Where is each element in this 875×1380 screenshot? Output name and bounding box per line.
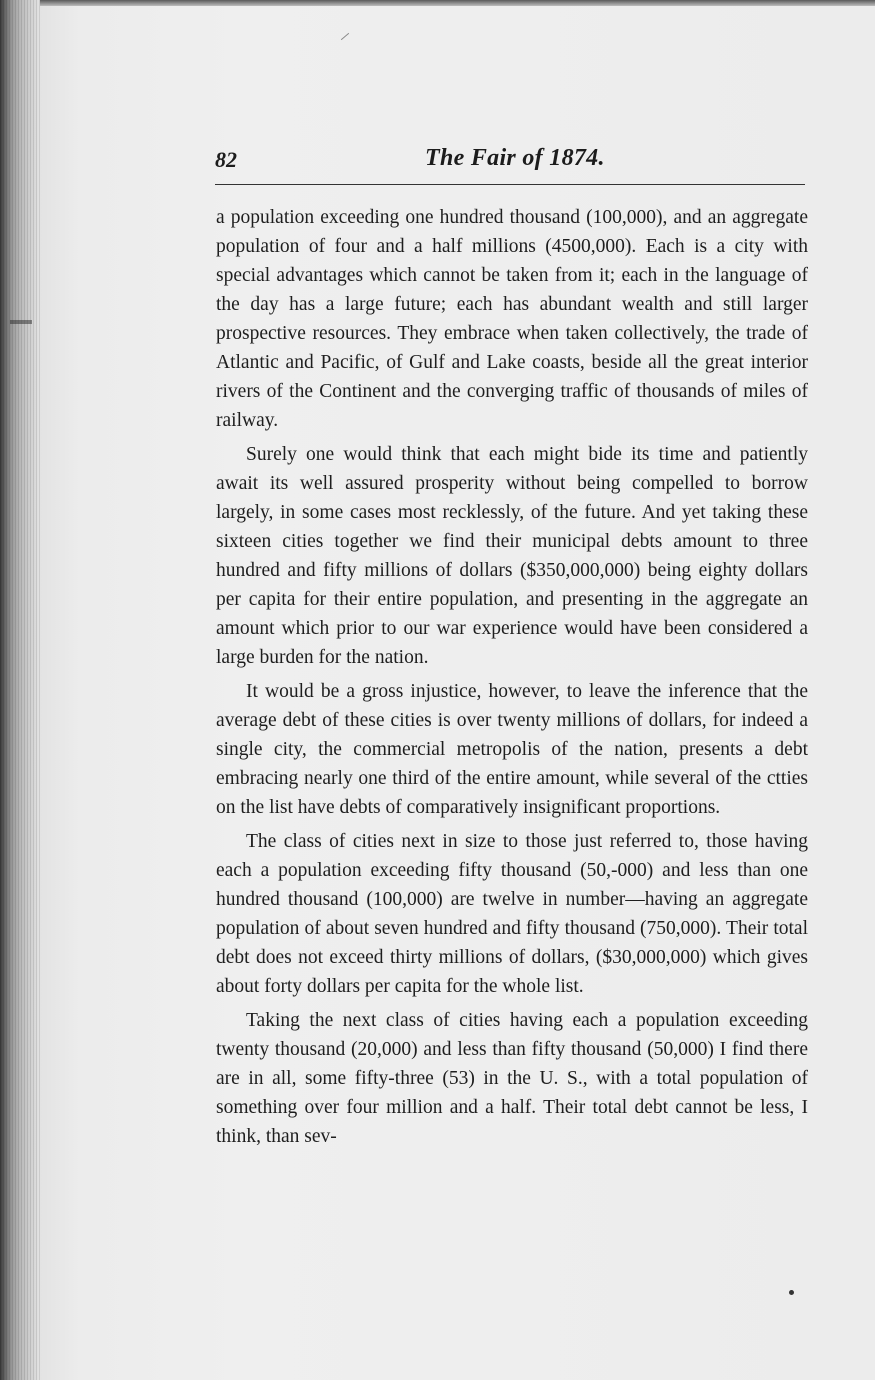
- running-title: The Fair of 1874.: [425, 145, 605, 171]
- ink-dot-mark: [789, 1290, 794, 1295]
- margin-smudge-mark: [10, 320, 32, 324]
- paragraph-4: The class of cities next in size to those just referred to, those having each a population exceeding fifty thousand (50,-000) and less than one hundred thousand (100,000) are twelve in number—having an aggregate population of about seven hundred and fifty thousand (750,000). Their total debt does not exceed thirty millions of dollars, ($30,000,000) which gives about forty dollars per capita for the whole list.: [216, 831, 808, 997]
- page-top-shadow: [40, 0, 875, 6]
- running-header: [215, 143, 805, 179]
- paragraph-5: Taking the next class of cities having each a population exceeding twenty thousand (20,000) and less than fifty thousand (50,000) I find there are in all, some fifty-three (53) in the U. S., with a total population of something over four million and a half. Their total debt cannot be less, I think, than sev-: [216, 1010, 808, 1147]
- paragraph-3: It would be a gross injustice, however, to leave the inference that the average debt of these cities is over twenty millions of dollars, for indeed a single city, the commercial metropolis of the nation, presents a debt embracing nearly one third of the entire amount, while several of the ctties on the list have debts of comparatively insignificant proportions.: [216, 681, 808, 818]
- page-number: 82: [215, 147, 237, 172]
- header-rule: [215, 184, 805, 185]
- paragraph-2: Surely one would think that each might bide its time and patiently await its well assured prosperity without being compelled to borrow largely, in some cases most recklessly, of the future. And yet taking these sixteen cities together we find their municipal debts amount to three hundred and fifty millions of dollars ($350,000,000) being eighty dollars per capita for their entire population, and presenting in the aggregate an amount which prior to our war experience would have been considered a large burden for the nation.: [216, 444, 808, 668]
- paragraph-1: a population exceeding one hundred thousand (100,000), and an aggregate population of four and a half millions (4500,000). Each is a city with special advantages which cannot be taken from it; each in the language of the day has a large future; each has abundant wealth and still larger prospective resources. They embrace when taken collectively, the trade of Atlantic and Pacific, of Gulf and Lake coasts, beside all the great interior rivers of the Continent and the converging traffic of thousands of miles of railway.: [216, 207, 808, 431]
- body-text: [216, 203, 808, 1156]
- book-spine-edge: [0, 0, 40, 1380]
